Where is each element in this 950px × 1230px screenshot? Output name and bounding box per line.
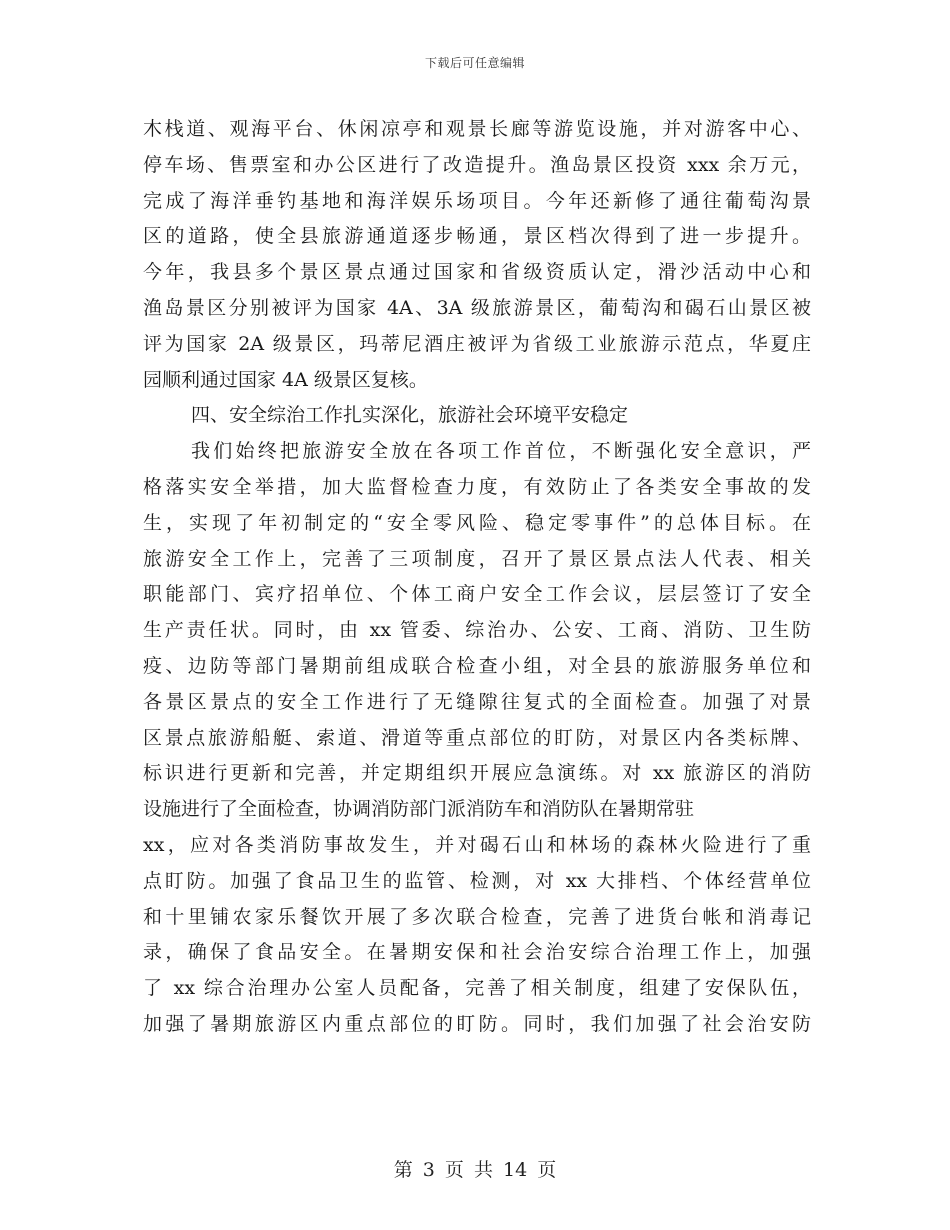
text-line: 疫、边防等部门暑期前组成联合检查小组，对全县的旅游服务单位和	[143, 654, 811, 677]
text-line: 今年，我县多个景区景点通过国家和省级资质认定，滑沙活动中心和	[143, 261, 811, 284]
text-line: 职能部门、宾疗招单位、个体工商户安全工作会议，层层签订了安全	[143, 583, 811, 606]
text-line: 设施进行了全面检查，协调消防部门派消防车和消防队在暑期常驻	[143, 798, 695, 821]
text-line: xx，应对各类消防事故发生，并对碣石山和林场的森林火险进行了重	[143, 833, 811, 856]
text-line: 格落实安全举措，加大监督检查力度，有效防止了各类安全事故的发	[143, 475, 811, 498]
text-line: 了 xx 综合治理办公室人员配备，完善了相关制度，组建了安保队伍，	[143, 977, 811, 1000]
page-header: 下载后可任意编辑	[424, 56, 525, 70]
text-line: 木栈道、观海平台、休闲凉亭和观景长廊等游览设施，并对游客中心、	[143, 118, 811, 140]
text-line: 渔岛景区分别被评为国家 4A、3A 级旅游景区，葡萄沟和碣石山景区被	[143, 296, 811, 319]
text-line: 园顺利通过国家 4A 级景区复核。	[143, 368, 428, 391]
text-line: 加强了暑期旅游区内重点部位的盯防。同时，我们加强了社会治安防	[143, 1012, 811, 1035]
text-line: 生，实现了年初制定的“安全零风险、稳定零事件”的总体目标。在	[143, 511, 811, 534]
text-line: 旅游安全工作上，完善了三项制度，召开了景区景点法人代表、相关	[143, 547, 811, 570]
text-line: 和十里铺农家乐餐饮开展了多次联合检查，完善了进货台帐和消毒记	[143, 905, 811, 928]
text-line: 点盯防。加强了食品卫生的监管、检测，对 xx 大排档、个体经营单位	[143, 869, 811, 892]
text-line: 生产责任状。同时，由 xx 管委、综治办、公安、工商、消防、卫生防	[143, 619, 811, 642]
text-line: 完成了海洋垂钓基地和海洋娱乐场项目。今年还新修了通往葡萄沟景	[143, 189, 811, 212]
document-body	[143, 112, 811, 1043]
text-line: 各景区景点的安全工作进行了无缝隙往复式的全面检查。加强了对景	[143, 690, 811, 713]
text-line: 标识进行更新和完善，并定期组织开展应急演练。对 xx 旅游区的消防	[143, 762, 811, 785]
text-line: 停车场、售票室和办公区进行了改造提升。渔岛景区投资 xxx 余万元，	[143, 153, 811, 176]
text-line: 区的道路，使全县旅游通道逐步畅通，景区档次得到了进一步提升。	[143, 225, 811, 248]
section-heading: 四、安全综治工作扎实深化，旅游社会环境平安稳定	[191, 404, 629, 427]
text-line: 区景点旅游船艇、索道、滑道等重点部位的盯防，对景区内各类标牌、	[143, 726, 811, 749]
text-line: 我们始终把旅游安全放在各项工作首位，不断强化安全意识，严	[191, 440, 811, 463]
page-number-footer: 第 3 页 共 14 页	[393, 1159, 557, 1181]
text-line: 评为国家 2A 级景区，玛蒂尼酒庄被评为省级工业旅游示范点，华夏庄	[143, 332, 811, 355]
text-line: 录，确保了食品安全。在暑期安保和社会治安综合治理工作上，加强	[143, 941, 811, 964]
